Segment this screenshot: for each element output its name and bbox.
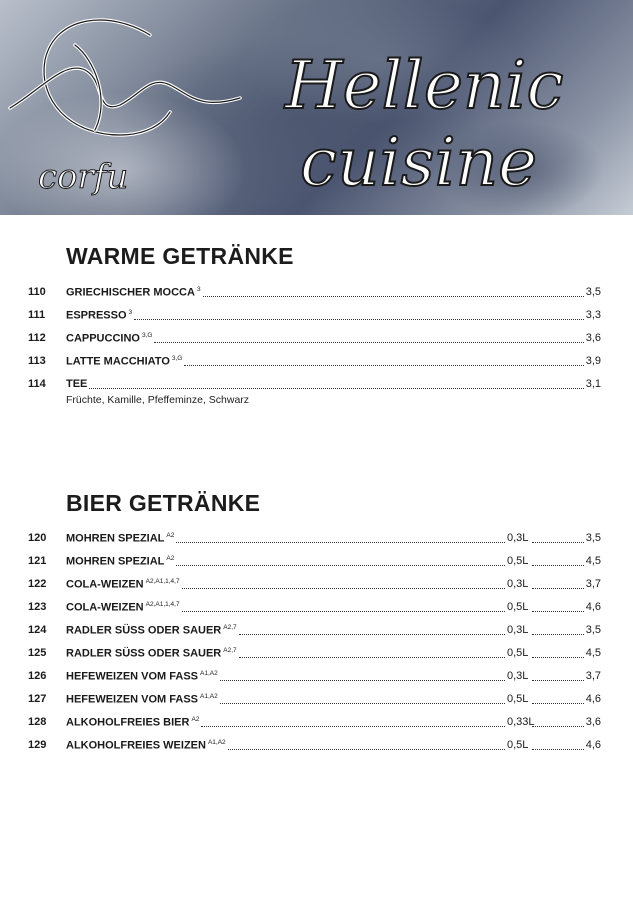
item-size: 0,3L: [507, 670, 529, 682]
item-size: 0,3L: [507, 624, 529, 636]
menu-item: [0, 555, 633, 573]
menu-item: [0, 578, 633, 596]
item-number: 112: [28, 332, 46, 344]
dotted-leader: [239, 657, 505, 658]
dotted-leader: [532, 542, 584, 543]
allergen-note: 3,G: [171, 355, 183, 362]
item-name: [66, 647, 237, 660]
item-size: 0,3L: [507, 532, 529, 544]
menu-item: [0, 670, 633, 688]
allergen-note: 3: [196, 286, 201, 293]
item-size: 0,5L: [507, 739, 529, 751]
menu-item: [0, 647, 633, 665]
menu-item: [0, 332, 633, 350]
item-price: 4,5: [585, 555, 601, 567]
menu-item: [0, 739, 633, 757]
allergen-note: A2: [191, 716, 200, 723]
allergen-note: A2,7: [223, 647, 237, 654]
corfu-logo-icon: [0, 0, 633, 215]
dotted-leader: [532, 749, 584, 750]
item-name: [66, 555, 174, 568]
item-size: 0,3L: [507, 578, 529, 590]
item-number: 114: [28, 378, 46, 390]
dotted-leader: [532, 657, 584, 658]
item-size: 0,33L: [507, 716, 535, 728]
allergen-note: A2: [166, 532, 175, 539]
item-name-text: MOHREN SPEZIAL: [66, 555, 165, 568]
item-price: 3,5: [585, 286, 601, 298]
brand-text: corfu: [38, 157, 129, 197]
menu-item: [0, 286, 633, 304]
menu-item: [0, 693, 633, 711]
item-price: 4,6: [585, 693, 601, 705]
item-name: [66, 739, 226, 752]
item-number: 129: [28, 739, 47, 751]
item-name-text: HEFEWEIZEN VOM FASS: [66, 670, 199, 683]
item-name-text: LATTE MACCHIATO: [66, 355, 170, 368]
item-name-text: ALKOHOLFREIES WEIZEN: [66, 739, 206, 752]
dotted-leader: [532, 634, 584, 635]
item-name: [66, 601, 180, 614]
item-number: 126: [28, 670, 47, 682]
item-name-text: RADLER SÜSS ODER SAUER: [66, 647, 222, 660]
dotted-leader: [182, 588, 505, 589]
item-price: 3,1: [585, 378, 601, 390]
title-line1: Hellenic: [285, 47, 564, 124]
item-name: [66, 355, 182, 368]
item-name: [66, 693, 218, 706]
item-name-text: MOHREN SPEZIAL: [66, 532, 165, 545]
menu-item: [0, 601, 633, 619]
dotted-leader: [176, 542, 505, 543]
item-name-text: ALKOHOLFREIES BIER: [66, 716, 190, 729]
item-name: [66, 286, 201, 299]
dotted-leader: [220, 680, 505, 681]
header-banner: [0, 0, 633, 215]
item-size: 0,5L: [507, 647, 529, 659]
item-number: 111: [28, 309, 46, 321]
item-number: 124: [28, 624, 47, 636]
item-price: 3,6: [585, 716, 601, 728]
item-number: 113: [28, 355, 46, 367]
item-price: 3,7: [585, 578, 601, 590]
allergen-note: 3,G: [141, 332, 153, 339]
dotted-leader: [184, 365, 584, 366]
title-line2: cuisine: [300, 124, 538, 201]
item-size: 0,5L: [507, 693, 529, 705]
warm-section-title: WARME GETRÄNKE: [66, 243, 294, 269]
allergen-note: A2,A1,1,4,7: [145, 601, 180, 608]
item-price: 4,6: [585, 601, 601, 613]
item-name-text: ESPRESSO: [66, 309, 127, 322]
item-name: [66, 624, 237, 637]
item-name-text: TEE: [66, 378, 88, 390]
dotted-leader: [201, 726, 505, 727]
item-name: [66, 378, 87, 390]
item-name: [66, 670, 218, 683]
menu-item: [0, 716, 633, 734]
dotted-leader: [182, 611, 505, 612]
item-price: 4,5: [585, 647, 601, 659]
menu-item: [0, 532, 633, 550]
item-price: 3,9: [585, 355, 601, 367]
item-size: 0,5L: [507, 601, 529, 613]
item-number: 123: [28, 601, 47, 613]
tea-description: Früchte, Kamille, Pfeffeminze, Schwarz: [66, 394, 250, 406]
dotted-leader: [532, 703, 584, 704]
beer-section-title: BIER GETRÄNKE: [66, 490, 261, 516]
dotted-leader: [532, 588, 584, 589]
item-name: [66, 578, 180, 591]
item-name: [66, 532, 174, 545]
allergen-note: 3: [128, 309, 133, 316]
menu-item: [0, 355, 633, 373]
allergen-note: A1,A2: [207, 739, 226, 746]
dotted-leader: [228, 749, 505, 750]
item-number: 125: [28, 647, 47, 659]
item-price: 3,3: [585, 309, 601, 321]
item-price: 3,5: [585, 532, 601, 544]
dotted-leader: [532, 680, 584, 681]
allergen-note: A1,A2: [200, 693, 218, 700]
allergen-note: A2,A1,1,4,7: [145, 578, 180, 585]
item-price: 4,6: [585, 739, 601, 751]
dotted-leader: [532, 726, 584, 727]
item-price: 3,6: [585, 332, 601, 344]
item-name-text: COLA-WEIZEN: [66, 578, 144, 591]
item-number: 128: [28, 716, 47, 728]
item-name: [66, 309, 132, 322]
allergen-note: A1,A2: [200, 670, 218, 677]
item-number: 121: [28, 555, 47, 567]
item-name-text: RADLER SÜSS ODER SAUER: [66, 624, 222, 637]
item-name-text: CAPPUCCINO: [66, 332, 140, 345]
item-price: 3,7: [585, 670, 601, 682]
item-name: [66, 716, 199, 729]
dotted-leader: [220, 703, 505, 704]
item-number: 110: [28, 286, 46, 298]
dotted-leader: [176, 565, 505, 566]
item-name-text: HEFEWEIZEN VOM FASS: [66, 693, 199, 706]
dotted-leader: [239, 634, 505, 635]
allergen-note: A2: [166, 555, 175, 562]
item-number: 122: [28, 578, 47, 590]
allergen-note: A2,7: [223, 624, 237, 631]
dotted-leader: [203, 296, 584, 297]
dotted-leader: [134, 319, 584, 320]
dotted-leader: [154, 342, 584, 343]
menu-item: [0, 624, 633, 642]
menu-item: [0, 309, 633, 327]
item-size: 0,5L: [507, 555, 529, 567]
item-number: 120: [28, 532, 47, 544]
item-name: [66, 332, 152, 345]
item-name-text: COLA-WEIZEN: [66, 601, 144, 614]
dotted-leader: [532, 565, 584, 566]
item-number: 127: [28, 693, 47, 705]
dotted-leader: [89, 388, 584, 389]
dotted-leader: [532, 611, 584, 612]
item-name-text: GRIECHISCHER MOCCA: [66, 286, 195, 299]
item-price: 3,5: [585, 624, 601, 636]
